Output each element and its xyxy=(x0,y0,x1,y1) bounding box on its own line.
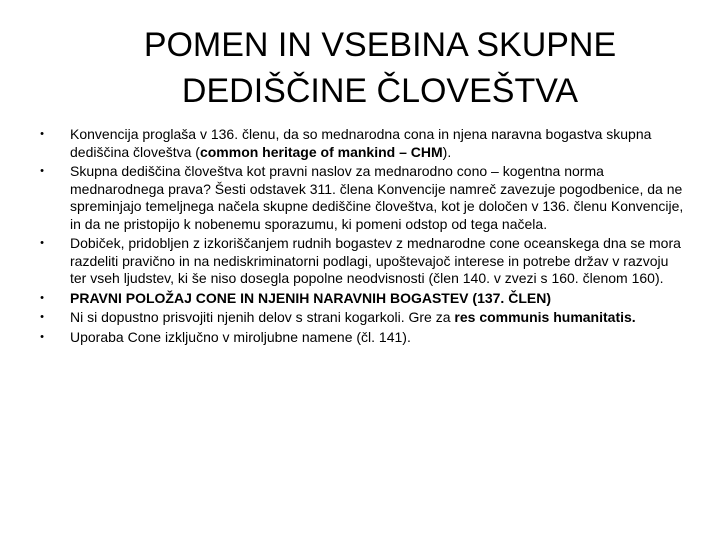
bullet-item-3 xyxy=(36,235,686,288)
bullet-icon: • xyxy=(40,128,44,140)
bullet-icon: • xyxy=(40,330,44,343)
bullet-list xyxy=(36,126,686,348)
bullet-item-1 xyxy=(36,126,686,161)
title-line-1: POMEN IN VSEBINA SKUPNE xyxy=(143,26,617,64)
bullet-icon: • xyxy=(40,237,44,249)
bullet-text-3: Dobiček, pridobljen z izkoriščanjem rudnih bogastev z mednarodne cone oceanskega dna se mora razdeliti pravično in na nediskriminatorni podlagi, upoštevajoč interese in potrebe držav v razvoju ter vseh ljudstev, ki še niso dosegla popolne neodvisnosti (člen 140. v zvezi s 160. členom 160). xyxy=(70,235,681,286)
bullet-item-2 xyxy=(36,163,686,233)
bullet-item-4 xyxy=(36,290,686,308)
bullet-text-1-start: Konvencija proglaša v 136. členu, da so mednarodna cona in njena naravna bogastva skupna dediščina človeštva ( xyxy=(70,126,652,160)
title-line-2: DEDIŠČINE ČLOVEŠTVA xyxy=(181,72,579,110)
bullet-icon: • xyxy=(40,291,44,304)
bullet-item-5 xyxy=(36,309,686,327)
bullet-icon: • xyxy=(40,311,44,323)
bullet-icon: • xyxy=(40,165,44,177)
bullet-text-5-start: Ni si dopustno prisvojiti njenih delov s strani kogarkoli. Gre za xyxy=(70,309,455,325)
bullet-item-6 xyxy=(36,329,686,347)
bullet-text-6: Uporaba Cone izključno v miroljubne namene (čl. 141). xyxy=(70,328,411,345)
bullet-text-2: Skupna dediščina človeštva kot pravni naslov za mednarodno cono – kogentna norma mednarodnega prava? Šesti odstavek 311. člena Konvencije namreč zavezuje pogodbenice, da ne spreminjajo temeljnega načela skupne dediščine človeštva, kot je določen v 136. členu Konvencije, in da ne pristopijo k nobenemu sporazumu, ki pomeni odstop od tega načela. xyxy=(70,163,684,232)
bullet-text-1-end: ). xyxy=(442,143,452,160)
bullet-text-1-bold: common heritage of mankind – CHM xyxy=(199,143,443,160)
bullet-text-5-bold: res communis humanitatis. xyxy=(454,309,636,325)
page-title xyxy=(40,22,720,114)
bullet-text-4-bold: PRAVNI POLOŽAJ CONE IN NJENIH NARAVNIH BOGASTEV (137. ČLEN) xyxy=(70,289,551,306)
